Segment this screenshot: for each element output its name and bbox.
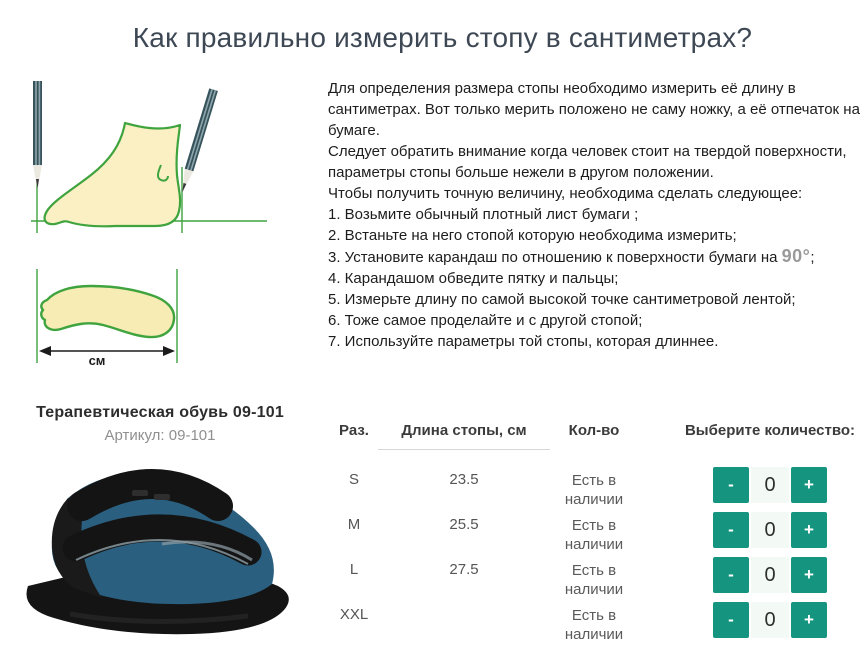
- decrease-button[interactable]: -: [713, 512, 749, 548]
- size-table: [330, 420, 862, 645]
- footprint-outline: [41, 286, 174, 337]
- cm-label: см: [88, 353, 106, 368]
- angle-value: 90°: [781, 246, 811, 266]
- instruction-step: 4. Карандашом обведите пятку и пальцы;: [328, 270, 619, 287]
- length-value: 25.5: [449, 516, 479, 533]
- instruction-step: 1. Возьмите обычный плотный лист бумаги ;: [328, 206, 639, 223]
- foot-measurement-illustration: [15, 75, 315, 255]
- pencil-right: [178, 88, 218, 194]
- stock-status: Есть в наличии: [564, 517, 624, 553]
- quantity-value[interactable]: 0: [751, 512, 789, 548]
- increase-button[interactable]: +: [791, 557, 827, 593]
- instruction-step: 2. Встаньте на него стопой которую необходима измерить;: [328, 227, 737, 244]
- decrease-button[interactable]: -: [713, 602, 749, 638]
- header-length: Длина стопы, см: [378, 420, 550, 450]
- instruction-step: 7. Используйте параметры той стопы, которая длиннее.: [328, 333, 719, 350]
- product-header: [10, 404, 310, 444]
- increase-button[interactable]: +: [791, 512, 827, 548]
- stock-status: Есть в наличии: [564, 472, 624, 508]
- decrease-button[interactable]: -: [713, 467, 749, 503]
- product-photo: [12, 448, 307, 644]
- stock-status: Есть в наличии: [564, 562, 624, 598]
- stock-status: Есть в наличии: [564, 607, 624, 643]
- foot-outline: [45, 123, 181, 226]
- footprint-length-illustration: [15, 255, 315, 380]
- size-value: L: [349, 561, 359, 578]
- length-value: 27.5: [449, 561, 479, 578]
- instruction-step: 3. Установите карандаш по отношению к поверхности бумаги на 90°;: [328, 246, 815, 266]
- size-value: S: [348, 471, 359, 488]
- instruction-paragraph: Чтобы получить точную величину, необходима сделать следующее:: [328, 185, 803, 202]
- page-title: Как правильно измерить стопу в сантиметрах?: [132, 22, 753, 53]
- quantity-stepper: [638, 465, 862, 510]
- quantity-stepper: [638, 510, 862, 555]
- header-size: Раз.: [339, 422, 369, 439]
- size-value: M: [347, 516, 361, 533]
- instruction-step: 6. Тоже самое проделайте и с другой стопой;: [328, 312, 643, 329]
- product-sku: Артикул: 09-101: [104, 427, 216, 444]
- instruction-paragraph: Следует обратить внимание когда человек стоит на твердой поверхности, параметры стопы больше нежели в другом положении.: [328, 143, 847, 181]
- quantity-value[interactable]: 0: [751, 602, 789, 638]
- quantity-stepper: [638, 600, 862, 645]
- instructions-block: [328, 78, 864, 352]
- pencil-left: [33, 81, 42, 189]
- instruction-step: 5. Измерьте длину по самой высокой точке сантиметровой лентой;: [328, 291, 796, 308]
- quantity-stepper: [638, 555, 862, 600]
- increase-button[interactable]: +: [791, 467, 827, 503]
- length-value: 23.5: [449, 471, 479, 488]
- size-value: XXL: [339, 606, 369, 623]
- increase-button[interactable]: +: [791, 602, 827, 638]
- quantity-value[interactable]: 0: [751, 467, 789, 503]
- product-title: Терапевтическая обувь 09-101: [36, 404, 284, 421]
- decrease-button[interactable]: -: [713, 557, 749, 593]
- quantity-value[interactable]: 0: [751, 557, 789, 593]
- header-stock: Кол-во: [568, 422, 620, 439]
- instruction-paragraph: Для определения размера стопы необходимо измерить её длину в сантиметрах. Вот только мерить положено не саму ножку, а её отпечаток на бумаге.: [328, 80, 860, 139]
- header-quantity: Выберите количество:: [684, 422, 856, 439]
- length-value: [378, 600, 550, 645]
